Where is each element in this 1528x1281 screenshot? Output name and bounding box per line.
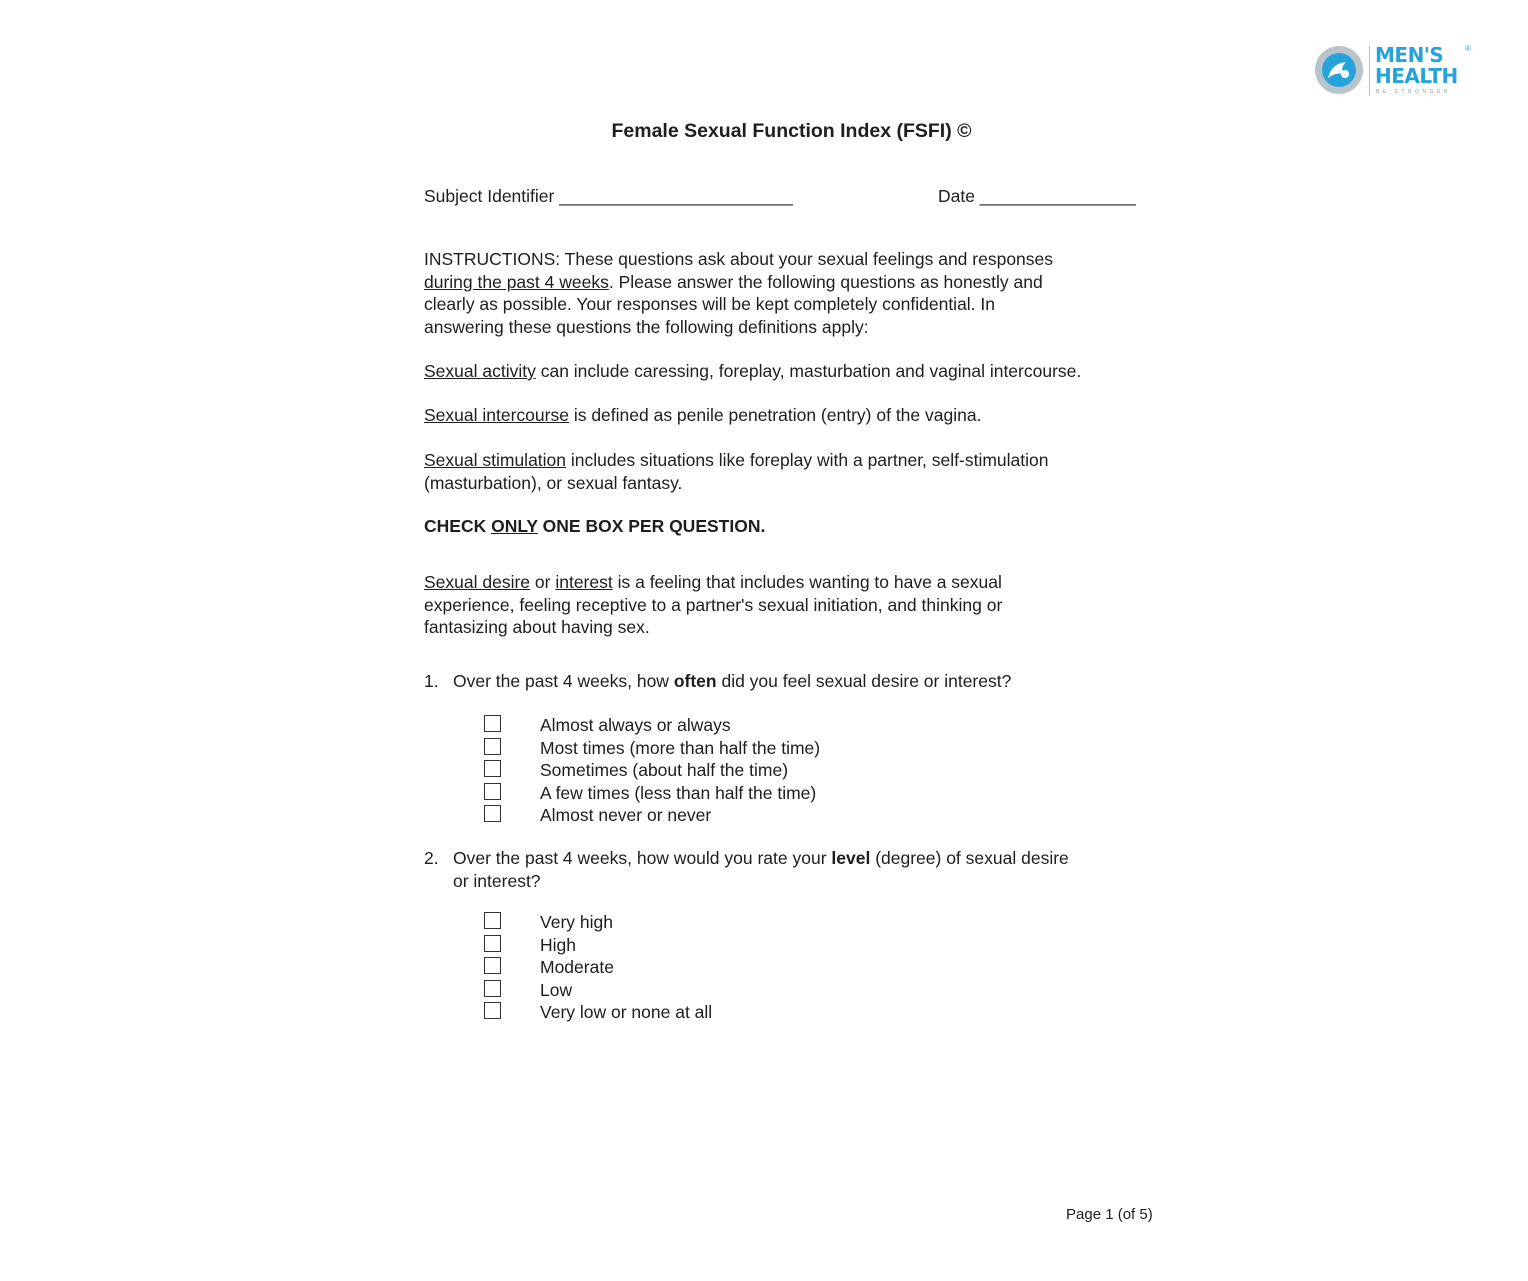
check-one-box-instruction: [424, 515, 765, 538]
definition-term-stimulation: Sexual stimulation: [424, 450, 567, 470]
mens-health-logo: [1314, 44, 1474, 100]
document-title: Female Sexual Function Index (FSFI) ©: [611, 120, 972, 142]
definition-sexual-stimulation: [424, 449, 1164, 494]
question-1: [424, 670, 1164, 693]
logo-tagline: BE STRONGER: [1376, 89, 1451, 95]
question-2: [424, 847, 1164, 892]
question-number: 1.: [424, 671, 439, 691]
check-before: CHECK: [424, 516, 492, 536]
answer-option-label: Almost never or never: [540, 805, 712, 825]
question-text-bold: often: [673, 671, 717, 691]
question-text-continuation: or interest?: [453, 870, 541, 891]
checkbox[interactable]: [484, 783, 501, 800]
date-field[interactable]: Date ________________: [938, 186, 1136, 206]
answer-option-label: High: [540, 934, 576, 955]
question-text-after: (degree) of sexual desire: [870, 848, 1069, 868]
check-only: ONLY: [491, 516, 538, 536]
instructions-line3: clearly as possible. Your responses will be kept completely confidential. In: [424, 294, 996, 314]
checkbox[interactable]: [484, 912, 501, 929]
desire-term2: interest: [555, 572, 613, 592]
checkbox[interactable]: [484, 935, 501, 952]
checkbox[interactable]: [484, 715, 501, 732]
definition-sexual-activity: [424, 360, 1164, 383]
answer-option-label: A few times (less than half the time): [540, 782, 817, 803]
question-number: 2.: [424, 848, 439, 868]
logo-line1: MEN'S: [1375, 43, 1444, 67]
definition-text-intercourse: is defined as penile penetration (entry) of the vagina.: [568, 405, 982, 425]
checkbox[interactable]: [484, 805, 501, 822]
logo-line2: HEALTH: [1375, 64, 1458, 88]
instructions-timeframe: during the past 4 weeks: [424, 271, 609, 292]
definition-term-activity: Sexual activity: [424, 361, 536, 381]
question-text-bold: level: [831, 848, 871, 868]
answer-option-label: Very low or none at all: [540, 1002, 713, 1022]
instructions-line1: INSTRUCTIONS: These questions ask about your sexual feelings and responses: [424, 249, 1054, 269]
definition-sexual-desire: [424, 571, 1164, 639]
answer-option-label: Very high: [540, 912, 613, 932]
definition-sexual-intercourse: [424, 404, 1164, 427]
definition-text-stimulation-1: includes situations like foreplay with a partner, self-stimulation: [566, 450, 1049, 470]
checkbox[interactable]: [484, 760, 501, 777]
desire-term1: Sexual desire: [424, 572, 531, 592]
logo-separator: [1369, 46, 1370, 96]
question-text-after: did you feel sexual desire or interest?: [716, 671, 1012, 691]
checkbox[interactable]: [484, 738, 501, 755]
instructions-line2-rest: . Please answer the following questions as honestly and: [608, 271, 1043, 292]
definition-text-stimulation-2: (masturbation), or sexual fantasy.: [424, 472, 683, 493]
answer-option-label: Most times (more than half the time): [540, 737, 821, 758]
page-number: Page 1 (of 5): [1066, 1206, 1153, 1223]
checkbox[interactable]: [484, 980, 501, 997]
definition-term-intercourse: Sexual intercourse: [424, 405, 569, 425]
answer-option-label: Low: [540, 979, 573, 1000]
question-text: [453, 847, 1164, 870]
desire-text1: is a feeling that includes wanting to have a sexual: [612, 572, 1002, 592]
instructions-paragraph: [424, 248, 1164, 338]
answer-option-label: Almost always or always: [540, 715, 731, 735]
desire-line2: experience, feeling receptive to a partner's sexual initiation, and thinking or: [424, 594, 1003, 615]
desire-connector: or: [530, 572, 556, 592]
subject-identifier-field[interactable]: Subject Identifier ________________________: [424, 186, 793, 206]
instructions-line4: answering these questions the following definitions apply:: [424, 316, 869, 337]
answer-option-label: Moderate: [540, 957, 614, 977]
instructions-line2: [424, 271, 1164, 294]
definition-text-activity: can include caressing, foreplay, masturbation and vaginal intercourse.: [535, 361, 1082, 381]
checkbox[interactable]: [484, 1002, 501, 1019]
question-text-before: Over the past 4 weeks, how: [453, 671, 674, 691]
question-text: [453, 670, 1164, 693]
answer-option-label: Sometimes (about half the time): [540, 760, 789, 780]
logo-registered-mark: ®: [1465, 44, 1471, 53]
logo-emblem-icon: [1314, 45, 1364, 95]
check-after: ONE BOX PER QUESTION.: [537, 516, 766, 536]
checkbox[interactable]: [484, 957, 501, 974]
desire-line3: fantasizing about having sex.: [424, 617, 650, 637]
question-text-before: Over the past 4 weeks, how would you rate your: [453, 848, 832, 868]
